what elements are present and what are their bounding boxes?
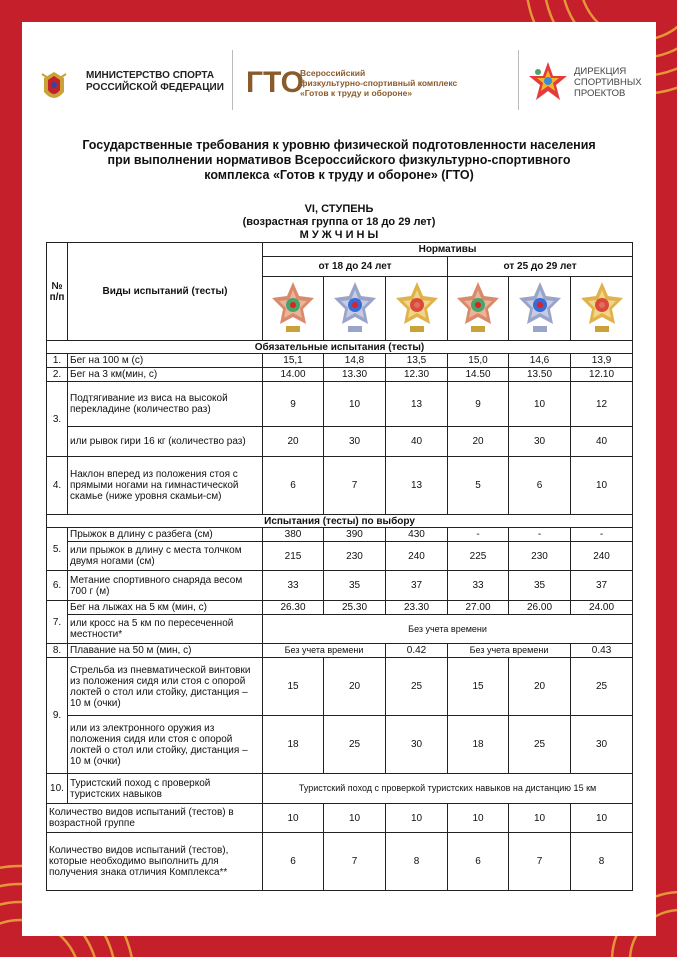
norm-value: 7 (324, 833, 386, 891)
test-name: Бег на лыжах на 5 км (мин, с) (68, 601, 263, 615)
col-num-header: № п/п (47, 243, 68, 341)
table-row (47, 542, 633, 571)
norm-value: 30 (509, 427, 571, 457)
norm-value: 15,0 (448, 354, 509, 368)
dir-line1: ДИРЕКЦИЯ (574, 66, 627, 77)
norm-value: 13,9 (571, 354, 633, 368)
norm-value: 37 (571, 571, 633, 601)
norm-value: 0.43 (571, 644, 633, 658)
norm-value: - (571, 528, 633, 542)
test-name: Прыжок в длину с разбега (см) (68, 528, 263, 542)
directorate-star-icon (528, 58, 568, 106)
norm-value: 390 (324, 528, 386, 542)
test-name: или прыжок в длину с места толчком двумя ногами (см) (68, 542, 263, 571)
gto-line1: Всероссийский (300, 68, 366, 78)
norm-value: 5 (448, 457, 509, 515)
test-name: Бег на 3 км(мин, с) (68, 368, 263, 382)
norm-value: 15 (448, 658, 509, 716)
gold-badge-icon (579, 280, 625, 338)
norm-value: 12.10 (571, 368, 633, 382)
test-name: Бег на 100 м (с) (68, 354, 263, 368)
norm-value: 25 (509, 716, 571, 774)
norm-value: 7 (509, 833, 571, 891)
silver-badge-icon (332, 280, 378, 338)
badge-bronze-cell (448, 277, 509, 341)
norm-value: 6 (509, 457, 571, 515)
ministry-name-line2: РОССИЙСКОЙ ФЕДЕРАЦИИ (86, 82, 224, 93)
gto-logo: ГТО (246, 66, 304, 99)
norm-value: 6 (448, 833, 509, 891)
norm-value: 14.50 (448, 368, 509, 382)
norm-value: 430 (386, 528, 448, 542)
norm-value: - (509, 528, 571, 542)
badge-gold-cell (386, 277, 448, 341)
norm-value: 12.30 (386, 368, 448, 382)
table-row (47, 382, 633, 427)
norm-value: 20 (324, 658, 386, 716)
norm-value: 10 (509, 382, 571, 427)
age-group-25-29: от 25 до 29 лет (448, 257, 633, 277)
table-row (47, 354, 633, 368)
norm-value: 33 (448, 571, 509, 601)
norm-value: 30 (571, 716, 633, 774)
age-group-18-24: от 18 до 24 лет (263, 257, 448, 277)
norm-value: 15 (263, 658, 324, 716)
norm-value: 10 (571, 804, 633, 833)
badge-gold-cell (571, 277, 633, 341)
table-row (47, 804, 633, 833)
norm-value: 37 (386, 571, 448, 601)
bronze-badge-icon (270, 280, 316, 338)
merged-value: Без учета времени (263, 644, 386, 658)
norm-value: 26.30 (263, 601, 324, 615)
test-name: Количество видов испытаний (тестов), которые необходимо выполнить для получения знака отличия Комплекса** (47, 833, 263, 891)
norm-value: 230 (324, 542, 386, 571)
norm-value: 10 (448, 804, 509, 833)
test-name: Стрельба из пневматической винтовки из положения сидя или стоя с опорой локтей о стол или стойку, дистанция – 10 м (очки) (68, 658, 263, 716)
table-row (47, 368, 633, 382)
table-row (47, 774, 633, 804)
title-line1: Государственные требования к уровню физической подготовленности населения (82, 138, 596, 152)
row-num: 8. (47, 644, 68, 658)
norm-value: 7 (324, 457, 386, 515)
norm-value: 25 (386, 658, 448, 716)
gold-badge-icon (394, 280, 440, 338)
header-divider (232, 50, 233, 110)
norm-value: 23.30 (386, 601, 448, 615)
row-num: 3. (47, 382, 68, 457)
row-num: 6. (47, 571, 68, 601)
ministry-name-line1: МИНИСТЕРСТВО СПОРТА (86, 70, 215, 81)
norm-value: 14,6 (509, 354, 571, 368)
norm-value: 35 (509, 571, 571, 601)
norm-value: 13 (386, 457, 448, 515)
title-line2: при выполнении нормативов Всероссийского физкультурно-спортивного (107, 153, 571, 167)
table-row (47, 601, 633, 615)
row-num: 10. (47, 774, 68, 804)
norm-value: 26.00 (509, 601, 571, 615)
norm-value: 30 (324, 427, 386, 457)
norm-value: 10 (509, 804, 571, 833)
norm-value: 13 (386, 382, 448, 427)
norm-value: - (448, 528, 509, 542)
table-row (47, 716, 633, 774)
col-norms-header: Нормативы (263, 243, 633, 257)
table-row (47, 427, 633, 457)
stage-label: VI, СТУПЕНЬ (304, 203, 374, 215)
ministry-emblem-icon (38, 52, 70, 120)
norm-value: 380 (263, 528, 324, 542)
norm-value: 8 (571, 833, 633, 891)
merged-value: Без учета времени (448, 644, 571, 658)
norm-value: 20 (509, 658, 571, 716)
bronze-badge-icon (455, 280, 501, 338)
dir-line2: СПОРТИВНЫХ (574, 77, 642, 88)
table-row (47, 571, 633, 601)
table-row (47, 528, 633, 542)
gto-line3: «Готов к труду и обороне» (300, 88, 413, 98)
test-name: Наклон вперед из положения стоя с прямыми ногами на гимнастической скамье (ниже уровня скамьи-см) (68, 457, 263, 515)
badge-silver-cell (509, 277, 571, 341)
dir-line3: ПРОЕКТОВ (574, 88, 626, 99)
norm-value: 18 (448, 716, 509, 774)
norm-value: 6 (263, 457, 324, 515)
norm-value: 33 (263, 571, 324, 601)
norm-value: 10 (324, 804, 386, 833)
norm-value: 10 (324, 382, 386, 427)
header-divider (518, 50, 519, 110)
row-num: 7. (47, 601, 68, 644)
gender-label: М У Ж Ч И Н Ы (299, 229, 379, 241)
norm-value: 13.50 (509, 368, 571, 382)
test-name: или рывок гири 16 кг (количество раз) (68, 427, 263, 457)
test-name: Количество видов испытаний (тестов) в возрастной группе (47, 804, 263, 833)
norm-value: 13.30 (324, 368, 386, 382)
norm-value: 10 (263, 804, 324, 833)
norm-value: 9 (263, 382, 324, 427)
norm-value: 20 (263, 427, 324, 457)
badge-bronze-cell (263, 277, 324, 341)
norm-value: 10 (571, 457, 633, 515)
gto-line2: физкультурно-спортивный комплекс (300, 78, 458, 88)
norm-value: 240 (571, 542, 633, 571)
merged-value: Без учета времени (263, 615, 633, 644)
title-line3: комплекса «Готов к труду и обороне» (ГТО) (204, 168, 474, 182)
col-tests-header: Виды испытаний (тесты) (68, 243, 263, 341)
norms-table (46, 242, 633, 891)
norm-value: 24.00 (571, 601, 633, 615)
norm-value: 230 (509, 542, 571, 571)
norm-value: 240 (386, 542, 448, 571)
test-name: Метание спортивного снаряда весом 700 г (м) (68, 571, 263, 601)
badge-silver-cell (324, 277, 386, 341)
table-row (47, 457, 633, 515)
test-name: Плавание на 50 м (мин, с) (68, 644, 263, 658)
row-num: 2. (47, 368, 68, 382)
test-name: Подтягивание из виса на высокой перекладине (количество раз) (68, 382, 263, 427)
norm-value: 10 (386, 804, 448, 833)
section-optional: Испытания (тесты) по выбору (47, 515, 633, 528)
test-name: или кросс на 5 км по пересеченной местности* (68, 615, 263, 644)
table-row (47, 658, 633, 716)
row-num: 9. (47, 658, 68, 774)
norm-value: 8 (386, 833, 448, 891)
norm-value: 35 (324, 571, 386, 601)
norm-value: 18 (263, 716, 324, 774)
norm-value: 40 (571, 427, 633, 457)
norm-value: 27.00 (448, 601, 509, 615)
table-row (47, 615, 633, 644)
document-sheet (22, 22, 656, 936)
document-title (22, 138, 656, 183)
test-name: или из электронного оружия из положения сидя или стоя с опорой локтей о стол или стойку, дистанция – 10 м (очки) (68, 716, 263, 774)
row-num: 5. (47, 528, 68, 571)
merged-value: Туристский поход с проверкой туристских навыков на дистанцию 15 км (263, 774, 633, 804)
norm-value: 12 (571, 382, 633, 427)
norm-value: 25 (571, 658, 633, 716)
row-num: 4. (47, 457, 68, 515)
silver-badge-icon (517, 280, 563, 338)
norm-value: 13,5 (386, 354, 448, 368)
norm-value: 30 (386, 716, 448, 774)
section-required: Обязательные испытания (тесты) (47, 341, 633, 354)
norm-value: 9 (448, 382, 509, 427)
age-group-label: (возрастная группа от 18 до 29 лет) (242, 216, 436, 228)
norm-value: 215 (263, 542, 324, 571)
norm-value: 0.42 (386, 644, 448, 658)
norm-value: 225 (448, 542, 509, 571)
test-name: Туристский поход с проверкой туристских навыков (68, 774, 263, 804)
table-row (47, 833, 633, 891)
norm-value: 20 (448, 427, 509, 457)
norm-value: 25.30 (324, 601, 386, 615)
norm-value: 25 (324, 716, 386, 774)
norm-value: 6 (263, 833, 324, 891)
norm-value: 14.00 (263, 368, 324, 382)
table-row (47, 644, 633, 658)
norm-value: 40 (386, 427, 448, 457)
norm-value: 14,8 (324, 354, 386, 368)
norm-value: 15,1 (263, 354, 324, 368)
row-num: 1. (47, 354, 68, 368)
